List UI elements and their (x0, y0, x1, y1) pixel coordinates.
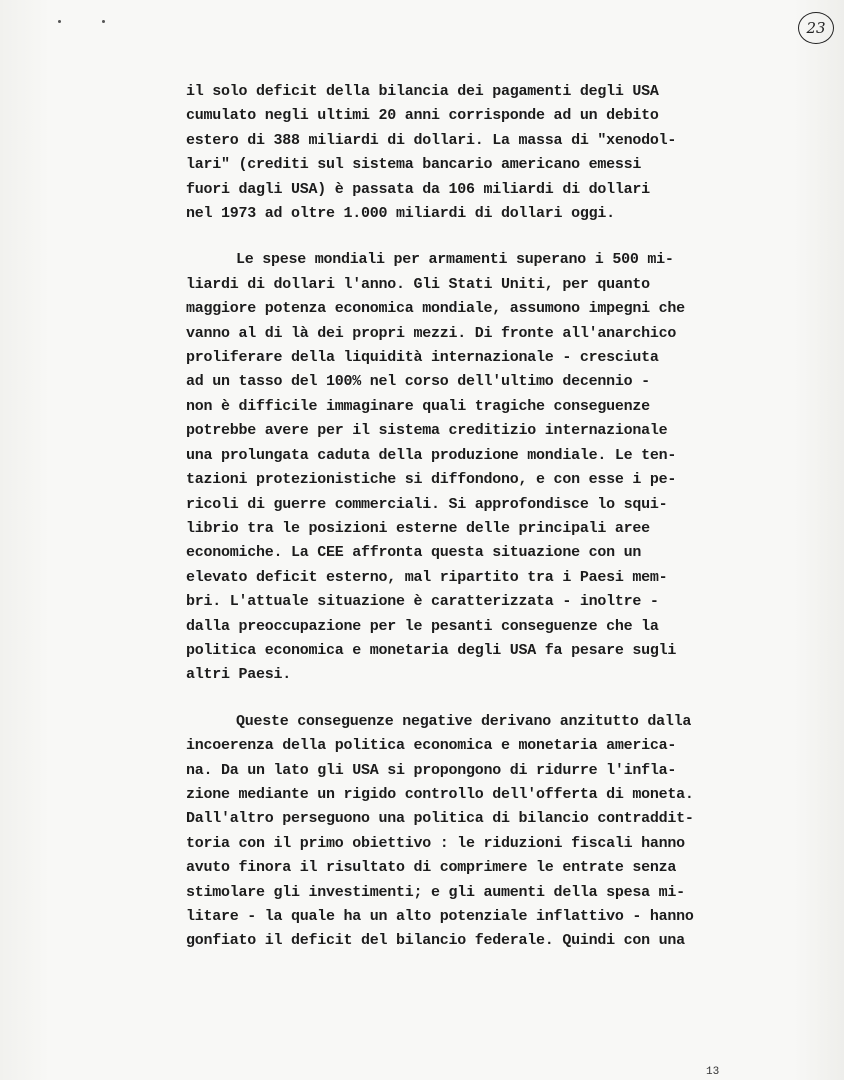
scan-speck (102, 20, 105, 23)
footer-page-mark: 13 (706, 1066, 720, 1078)
text-line: dalla preoccupazione per le pesanti conseguenze che la (186, 617, 659, 635)
text-line: cumulato negli ultimi 20 anni corrisponde ad un debito (186, 107, 659, 125)
text-line: nel 1973 ad oltre 1.000 miliardi di dollari oggi. (186, 205, 615, 223)
document-body (186, 80, 766, 954)
text-line: politica economica e monetaria degli USA fa pesare sugli (186, 641, 677, 659)
text-line: ricoli di guerre commerciali. Si approfondisce lo squi- (186, 495, 668, 513)
text-line: na. Da un lato gli USA si propongono di ridurre l'infla- (186, 761, 677, 779)
scan-speck (58, 20, 61, 23)
text-line: non è difficile immaginare quali tragiche conseguenze (186, 397, 650, 415)
text-line: elevato deficit esterno, mal ripartito tra i Paesi mem- (186, 568, 668, 586)
page-number-mark: 23 (798, 12, 834, 44)
text-line: tazioni protezionistiche si diffondono, e con esse i pe- (186, 471, 677, 489)
text-line: Queste conseguenze negative derivano anzitutto dalla (236, 712, 692, 730)
paragraph (186, 248, 766, 687)
text-line: proliferare della liquidità internazionale - cresciuta (186, 349, 659, 367)
text-line: liardi di dollari l'anno. Gli Stati Uniti, per quanto (186, 275, 650, 293)
text-line: Le spese mondiali per armamenti superano i 500 mi- (236, 251, 674, 269)
text-line: litare - la quale ha un alto potenziale inflattivo - hanno (186, 908, 694, 925)
text-line: stimolare gli investimenti; e gli aumenti della spesa mi- (186, 883, 685, 901)
paragraph (186, 710, 766, 954)
text-line: maggiore potenza economica mondiale, assumono impegni che (186, 300, 685, 318)
text-line: gonfiato il deficit del bilancio federale. Quindi con una (186, 932, 685, 950)
text-line: toria con il primo obiettivo : le riduzioni fiscali hanno (186, 834, 685, 852)
text-line: avuto finora il risultato di comprimere le entrate senza (186, 859, 677, 877)
text-line: bri. L'attuale situazione è caratterizzata - inoltre - (186, 593, 659, 611)
text-line: potrebbe avere per il sistema creditizio internazionale (186, 422, 668, 440)
text-line: incoerenza della politica economica e monetaria america- (186, 737, 677, 755)
text-line: fuori dagli USA) è passata da 106 miliardi di dollari (186, 180, 650, 198)
text-line: Dall'altro perseguono una politica di bilancio contraddit- (186, 810, 694, 828)
text-line: zione mediante un rigido controllo dell'offerta di moneta. (186, 785, 694, 803)
text-line: il solo deficit della bilancia dei pagamenti degli USA (186, 83, 659, 100)
text-line: lari" (crediti sul sistema bancario americano emessi (186, 156, 642, 174)
text-line: ad un tasso del 100% nel corso dell'ultimo decennio - (186, 373, 650, 391)
paragraph (186, 80, 766, 226)
text-line: una prolungata caduta della produzione mondiale. Le ten- (186, 446, 677, 464)
text-line: librio tra le posizioni esterne delle principali aree (186, 519, 650, 537)
text-line: altri Paesi. (186, 666, 292, 684)
text-line: estero di 388 miliardi di dollari. La massa di "xenodol- (186, 131, 677, 149)
text-line: vanno al di là dei propri mezzi. Di fronte all'anarchico (186, 324, 677, 342)
text-line: economiche. La CEE affronta questa situazione con un (186, 544, 642, 562)
